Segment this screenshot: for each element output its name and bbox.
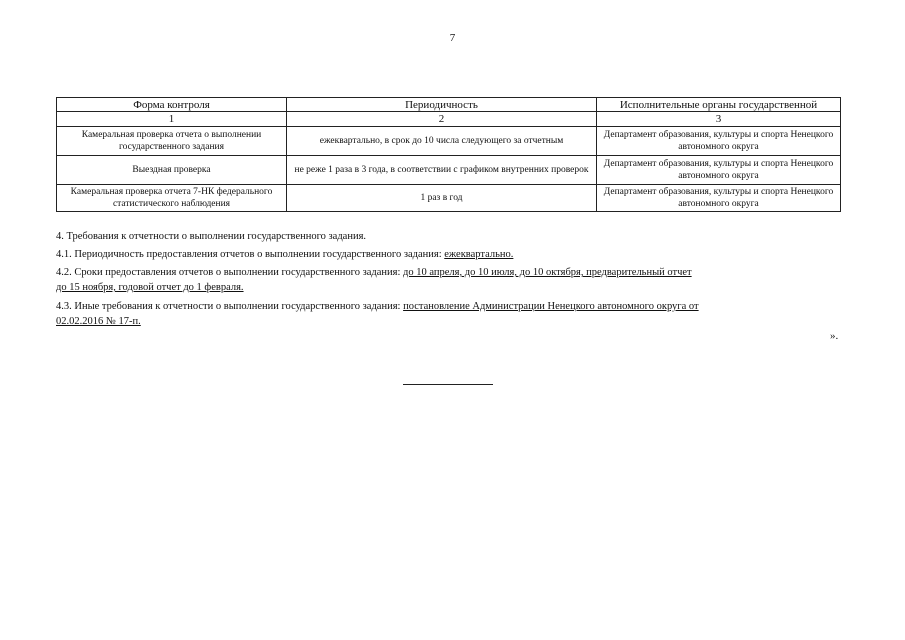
header-form: Форма контроля — [57, 98, 287, 112]
closing-quote: ». — [830, 330, 839, 342]
paragraph-4-3-label: 4.3. Иные требования к отчетности о выполнении государственного задания: — [56, 301, 401, 312]
paragraph-4-2-label: 4.2. Сроки предоставления отчетов о выполнении государственного задания: — [56, 267, 401, 278]
paragraph-4-2-value-end: до 15 ноября, годовой отчет до 1 февраля. — [56, 282, 244, 293]
paragraph-4-1 — [56, 248, 513, 262]
end-divider — [403, 384, 493, 385]
cell-organ: Департамент образования, культуры и спорта Ненецкого автономного округа — [597, 127, 841, 156]
header-periodicity: Периодичность — [287, 98, 597, 112]
header-organ: Исполнительные органы государственной — [597, 98, 841, 112]
paragraph-4-3-value-end: 02.02.2016 № 17-п. — [56, 316, 141, 327]
cell-form: Камеральная проверка отчета о выполнении государственного задания — [57, 127, 287, 156]
control-table — [56, 97, 841, 212]
table-number-row — [57, 112, 841, 127]
table-row — [57, 156, 841, 185]
paragraph-4-3-continuation — [56, 315, 141, 329]
cell-periodicity: не реже 1 раза в 3 года, в соответствии с графиком внутренних проверок — [287, 156, 597, 185]
paragraph-4-3-value: постановление Администрации Ненецкого автономного округа от — [403, 301, 699, 312]
paragraph-4-1-label: 4.1. Периодичность предоставления отчетов о выполнении государственного задания: — [56, 249, 442, 260]
cell-organ: Департамент образования, культуры и спорта Ненецкого автономного округа — [597, 185, 841, 212]
section-4-title: 4. Требования к отчетности о выполнении государственного задания. — [56, 231, 367, 242]
column-number: 2 — [287, 112, 597, 127]
page-number: 7 — [449, 32, 456, 44]
paragraph-4-2-value: до 10 апреля, до 10 июля, до 10 октября, предварительный отчет — [403, 267, 692, 278]
cell-form: Камеральная проверка отчета 7-НК федерального статистического наблюдения — [57, 185, 287, 212]
cell-organ: Департамент образования, культуры и спорта Ненецкого автономного округа — [597, 156, 841, 185]
paragraph-4-1-value: ежеквартально. — [444, 249, 514, 260]
column-number: 1 — [57, 112, 287, 127]
paragraph-4-2-continuation — [56, 281, 244, 295]
cell-periodicity: 1 раз в год — [287, 185, 597, 212]
cell-periodicity: ежеквартально, в срок до 10 числа следующего за отчетным — [287, 127, 597, 156]
table-row — [57, 185, 841, 212]
table-header-row — [57, 98, 841, 112]
table-row — [57, 127, 841, 156]
paragraph-4-2 — [56, 266, 692, 280]
paragraph-4-3 — [56, 300, 699, 314]
cell-form: Выездная проверка — [57, 156, 287, 185]
column-number: 3 — [597, 112, 841, 127]
